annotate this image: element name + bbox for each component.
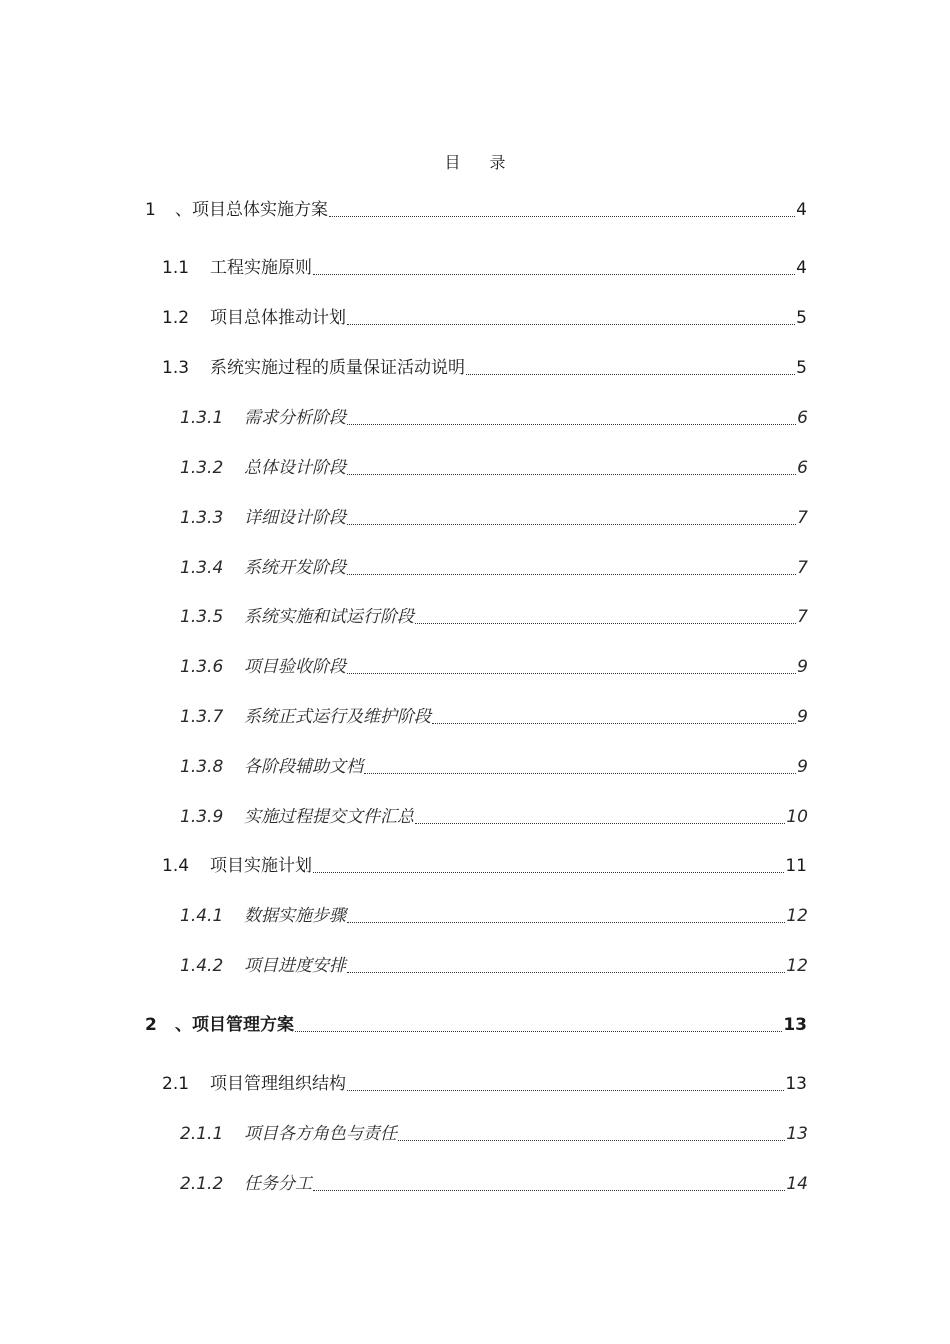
- toc-entry-number: 2.1: [162, 1074, 190, 1094]
- toc-entry-page: 4: [796, 200, 807, 220]
- toc-entry[interactable]: [180, 655, 808, 679]
- toc-entry[interactable]: [180, 556, 808, 580]
- toc-entry-page: 7: [797, 558, 808, 578]
- toc-entry-number: 1.3.9: [180, 807, 224, 827]
- toc-entry-number: 1.4.1: [180, 906, 224, 926]
- toc-entry-number: 1.3: [162, 358, 190, 378]
- dot-leader: [347, 1089, 784, 1091]
- toc-entry-page: 9: [797, 657, 808, 677]
- dot-leader: [398, 1139, 785, 1141]
- dot-leader: [364, 772, 796, 774]
- toc-entry-number: 2.1.1: [180, 1124, 224, 1144]
- toc-entry[interactable]: [162, 306, 807, 330]
- toc-entry-page: 14: [786, 1174, 808, 1194]
- dot-leader: [295, 1030, 782, 1032]
- toc-entry[interactable]: [180, 506, 808, 530]
- toc-entry-title: 项目实施计划: [210, 856, 312, 876]
- toc-entry-number: 1.3.4: [180, 558, 224, 578]
- toc-entry-number: 1.4: [162, 856, 190, 876]
- toc-entry-title: 系统正式运行及维护阶段: [244, 707, 431, 727]
- toc-entry[interactable]: [180, 605, 808, 629]
- toc-entry-title: 项目各方角色与责任: [244, 1124, 397, 1144]
- toc-entry[interactable]: [145, 1013, 807, 1037]
- dot-leader: [466, 373, 795, 375]
- dot-leader: [432, 722, 796, 724]
- toc-entry-page: 9: [797, 757, 808, 777]
- toc-entry[interactable]: [180, 805, 808, 829]
- dot-leader: [347, 672, 796, 674]
- toc-entry-title: 项目进度安排: [244, 956, 346, 976]
- toc-entry-title: 总体设计阶段: [244, 458, 346, 478]
- toc-entry-number: 1.3.3: [180, 508, 224, 528]
- dot-leader: [347, 523, 796, 525]
- toc-entry-page: 12: [786, 906, 808, 926]
- toc-entry-number: 1.3.2: [180, 458, 224, 478]
- toc-entry[interactable]: [162, 854, 807, 878]
- toc-entry[interactable]: [145, 198, 807, 222]
- toc-entry-number: 1.4.2: [180, 956, 224, 976]
- toc-entry-page: 6: [797, 408, 808, 428]
- dot-leader: [415, 822, 785, 824]
- dot-leader: [329, 215, 795, 217]
- toc-entry-page: 12: [786, 956, 808, 976]
- toc-entry-page: 11: [785, 856, 807, 876]
- toc-entry-title: 系统开发阶段: [244, 558, 346, 578]
- toc-entry-title: 、项目总体实施方案: [175, 200, 328, 220]
- toc-entry-title: 项目管理组织结构: [210, 1074, 346, 1094]
- toc-entry-title: 任务分工: [244, 1174, 312, 1194]
- toc-entry[interactable]: [162, 356, 807, 380]
- toc-entry-title: 数据实施步骤: [244, 906, 346, 926]
- dot-leader: [347, 921, 785, 923]
- toc-entry-title: 项目总体推动计划: [210, 308, 346, 328]
- toc-entry[interactable]: [162, 1072, 807, 1096]
- dot-leader: [415, 622, 796, 624]
- toc-entry-number: 1: [145, 200, 156, 220]
- toc-entry-page: 5: [796, 358, 807, 378]
- toc-entry-page: 6: [797, 458, 808, 478]
- dot-leader: [313, 273, 795, 275]
- toc-heading: 目 录: [444, 153, 518, 172]
- dot-leader: [313, 1189, 785, 1191]
- toc-entry-title: 、项目管理方案: [175, 1015, 294, 1035]
- toc-entry-number: 1.3.7: [180, 707, 224, 727]
- toc-entry-page: 13: [783, 1015, 807, 1035]
- toc-entry[interactable]: [180, 406, 808, 430]
- toc-entry-number: 2: [145, 1015, 157, 1035]
- toc-entry-page: 7: [797, 607, 808, 627]
- toc-entry-number: 2.1.2: [180, 1174, 224, 1194]
- toc-entry[interactable]: [180, 456, 808, 480]
- toc-entry-page: 10: [786, 807, 808, 827]
- dot-leader: [347, 323, 795, 325]
- dot-leader: [347, 473, 796, 475]
- toc-entry-title: 实施过程提交文件汇总: [244, 807, 414, 827]
- toc-entry-title: 工程实施原则: [210, 258, 312, 278]
- dot-leader: [347, 573, 796, 575]
- toc-entry-number: 1.2: [162, 308, 190, 328]
- toc-entry-title: 需求分析阶段: [244, 408, 346, 428]
- toc-entry-title: 项目验收阶段: [244, 657, 346, 677]
- toc-entry-page: 7: [797, 508, 808, 528]
- toc-entry-page: 5: [796, 308, 807, 328]
- toc-entry-number: 1.3.6: [180, 657, 224, 677]
- toc-entry-page: 13: [785, 1074, 807, 1094]
- dot-leader: [313, 871, 784, 873]
- toc-entry[interactable]: [180, 1172, 808, 1196]
- toc-entry[interactable]: [180, 904, 808, 928]
- toc-entry-title: 各阶段辅助文档: [244, 757, 363, 777]
- toc-entry-page: 9: [797, 707, 808, 727]
- toc-entry[interactable]: [180, 755, 808, 779]
- dot-leader: [347, 971, 785, 973]
- toc-entry-number: 1.1: [162, 258, 190, 278]
- dot-leader: [347, 423, 796, 425]
- toc-entry[interactable]: [180, 954, 808, 978]
- toc-entry-number: 1.3.1: [180, 408, 224, 428]
- toc-entry[interactable]: [180, 705, 808, 729]
- toc-entry[interactable]: [162, 256, 807, 280]
- toc-entry-title: 系统实施过程的质量保证活动说明: [210, 358, 465, 378]
- toc-entry-page: 4: [796, 258, 807, 278]
- toc-entry-title: 详细设计阶段: [244, 508, 346, 528]
- toc-entry-number: 1.3.8: [180, 757, 224, 777]
- toc-entry-page: 13: [786, 1124, 808, 1144]
- toc-entry[interactable]: [180, 1122, 808, 1146]
- toc-entry-number: 1.3.5: [180, 607, 224, 627]
- toc-entry-title: 系统实施和试运行阶段: [244, 607, 414, 627]
